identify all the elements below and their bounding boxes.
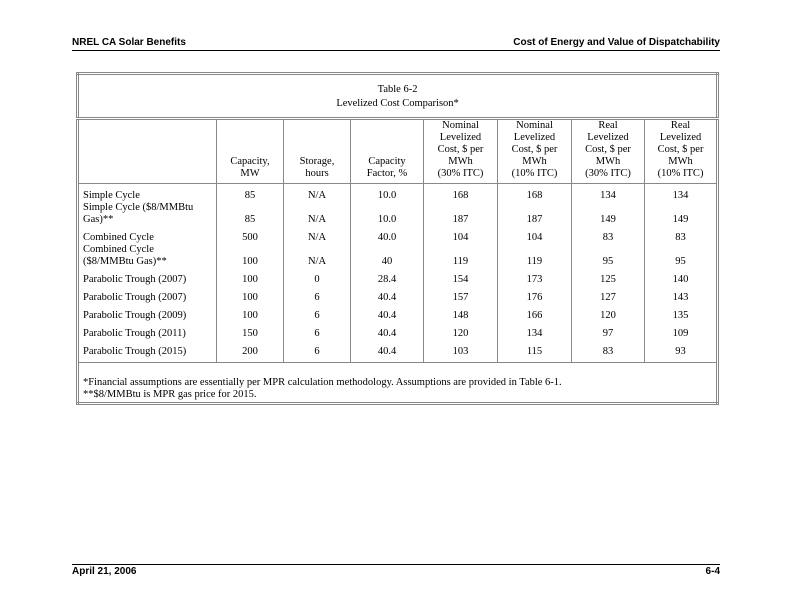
page-footer-date: April 21, 2006 (72, 566, 137, 577)
column-header: Capacity Factor, % (351, 119, 424, 184)
row-label: Parabolic Trough (2007) (83, 292, 187, 303)
column-header: Storage, hours (284, 119, 351, 184)
table-cell: 135 (645, 304, 718, 322)
table-cell: 127 (572, 286, 645, 304)
table-cell: 140 (645, 268, 718, 286)
table-row (78, 286, 718, 304)
levelized-cost-table (76, 72, 719, 405)
table-cell: 104 (498, 226, 572, 244)
table-cell: 176 (498, 286, 572, 304)
table-cell: 40 (351, 244, 424, 268)
table-row (78, 340, 718, 363)
table-cell: N/A (284, 202, 351, 226)
table-cell: 85 (217, 184, 284, 203)
table-cell: 83 (645, 226, 718, 244)
table-row (78, 244, 718, 268)
table-row (78, 202, 718, 226)
column-header (78, 119, 217, 184)
table-cell: 100 (217, 244, 284, 268)
table-cell: N/A (284, 226, 351, 244)
row-label: Simple Cycle ($8/MMBtu Gas)** (83, 202, 194, 225)
table-caption: Levelized Cost Comparison* (336, 98, 459, 109)
table-cell: 100 (217, 286, 284, 304)
table-footnotes (78, 363, 718, 404)
column-header: Nominal Levelized Cost, $ per MWh (30% ITC) (424, 119, 498, 184)
table-cell: 120 (572, 304, 645, 322)
table-cell: 95 (572, 244, 645, 268)
table-cell: 83 (572, 340, 645, 363)
table-cell: 40.4 (351, 322, 424, 340)
table-cell: 10.0 (351, 202, 424, 226)
table-cell: 103 (424, 340, 498, 363)
table-row (78, 322, 718, 340)
header-rule (72, 50, 720, 51)
table-cell: 148 (424, 304, 498, 322)
table-cell: 166 (498, 304, 572, 322)
table-cell: 120 (424, 322, 498, 340)
table-cell: 157 (424, 286, 498, 304)
table-cell: 125 (572, 268, 645, 286)
table-cell: 154 (424, 268, 498, 286)
table-cell: 200 (217, 340, 284, 363)
table-cell: 168 (424, 184, 498, 203)
table-title (78, 74, 718, 119)
table-cell: 85 (217, 202, 284, 226)
table-cell: 100 (217, 304, 284, 322)
table-cell: 134 (645, 184, 718, 203)
table-cell: N/A (284, 244, 351, 268)
table-cell: 40.4 (351, 286, 424, 304)
column-header: Nominal Levelized Cost, $ per MWh (10% ITC) (498, 119, 572, 184)
row-label: Parabolic Trough (2011) (83, 328, 186, 339)
row-label: Combined Cycle ($8/MMBtu Gas)** (83, 244, 167, 267)
table-cell: 187 (424, 202, 498, 226)
column-header: Real Levelized Cost, $ per MWh (30% ITC) (572, 119, 645, 184)
table-cell: 149 (572, 202, 645, 226)
levelized-cost-table-container (76, 72, 716, 405)
table-cell: 168 (498, 184, 572, 203)
table-cell: 6 (284, 304, 351, 322)
table-cell: 83 (572, 226, 645, 244)
table-cell: 40.4 (351, 304, 424, 322)
table-cell: 6 (284, 340, 351, 363)
table-cell: 143 (645, 286, 718, 304)
table-cell: 119 (424, 244, 498, 268)
row-label: Parabolic Trough (2009) (83, 310, 187, 321)
table-cell: 134 (572, 184, 645, 203)
table-cell: 97 (572, 322, 645, 340)
row-label: Combined Cycle (83, 232, 154, 243)
table-cell: 173 (498, 268, 572, 286)
table-cell: 500 (217, 226, 284, 244)
column-header: Real Levelized Cost, $ per MWh (10% ITC) (645, 119, 718, 184)
column-header: Capacity, MW (217, 119, 284, 184)
row-label: Simple Cycle (83, 190, 140, 201)
footer-rule (72, 564, 720, 565)
table-cell: 6 (284, 286, 351, 304)
table-cell: 10.0 (351, 184, 424, 203)
table-row (78, 268, 718, 286)
table-cell: 28.4 (351, 268, 424, 286)
table-cell: 115 (498, 340, 572, 363)
page-header-left: NREL CA Solar Benefits (72, 37, 186, 48)
row-label: Parabolic Trough (2015) (83, 346, 187, 357)
table-cell: 6 (284, 322, 351, 340)
table-row (78, 184, 718, 203)
page-footer-page-number: 6-4 (705, 566, 720, 577)
footnote-gas-price: **$8/MMBtu is MPR gas price for 2015. (83, 389, 257, 400)
table-cell: 134 (498, 322, 572, 340)
table-cell: 187 (498, 202, 572, 226)
table-cell: 40.0 (351, 226, 424, 244)
table-cell: 95 (645, 244, 718, 268)
table-row (78, 304, 718, 322)
table-cell: 104 (424, 226, 498, 244)
row-label: Parabolic Trough (2007) (83, 274, 187, 285)
table-cell: 149 (645, 202, 718, 226)
table-number: Table 6-2 (377, 84, 418, 95)
table-cell: 0 (284, 268, 351, 286)
footnote-financial-assumptions: *Financial assumptions are essentially per MPR calculation methodology. Assumptions are provided in Table 6-1. (83, 377, 562, 388)
table-header-row (78, 119, 718, 184)
table-cell: N/A (284, 184, 351, 203)
table-cell: 109 (645, 322, 718, 340)
table-cell: 100 (217, 268, 284, 286)
page-header-right: Cost of Energy and Value of Dispatchability (513, 37, 720, 48)
table-cell: 93 (645, 340, 718, 363)
table-row (78, 226, 718, 244)
table-cell: 40.4 (351, 340, 424, 363)
table-cell: 150 (217, 322, 284, 340)
table-cell: 119 (498, 244, 572, 268)
